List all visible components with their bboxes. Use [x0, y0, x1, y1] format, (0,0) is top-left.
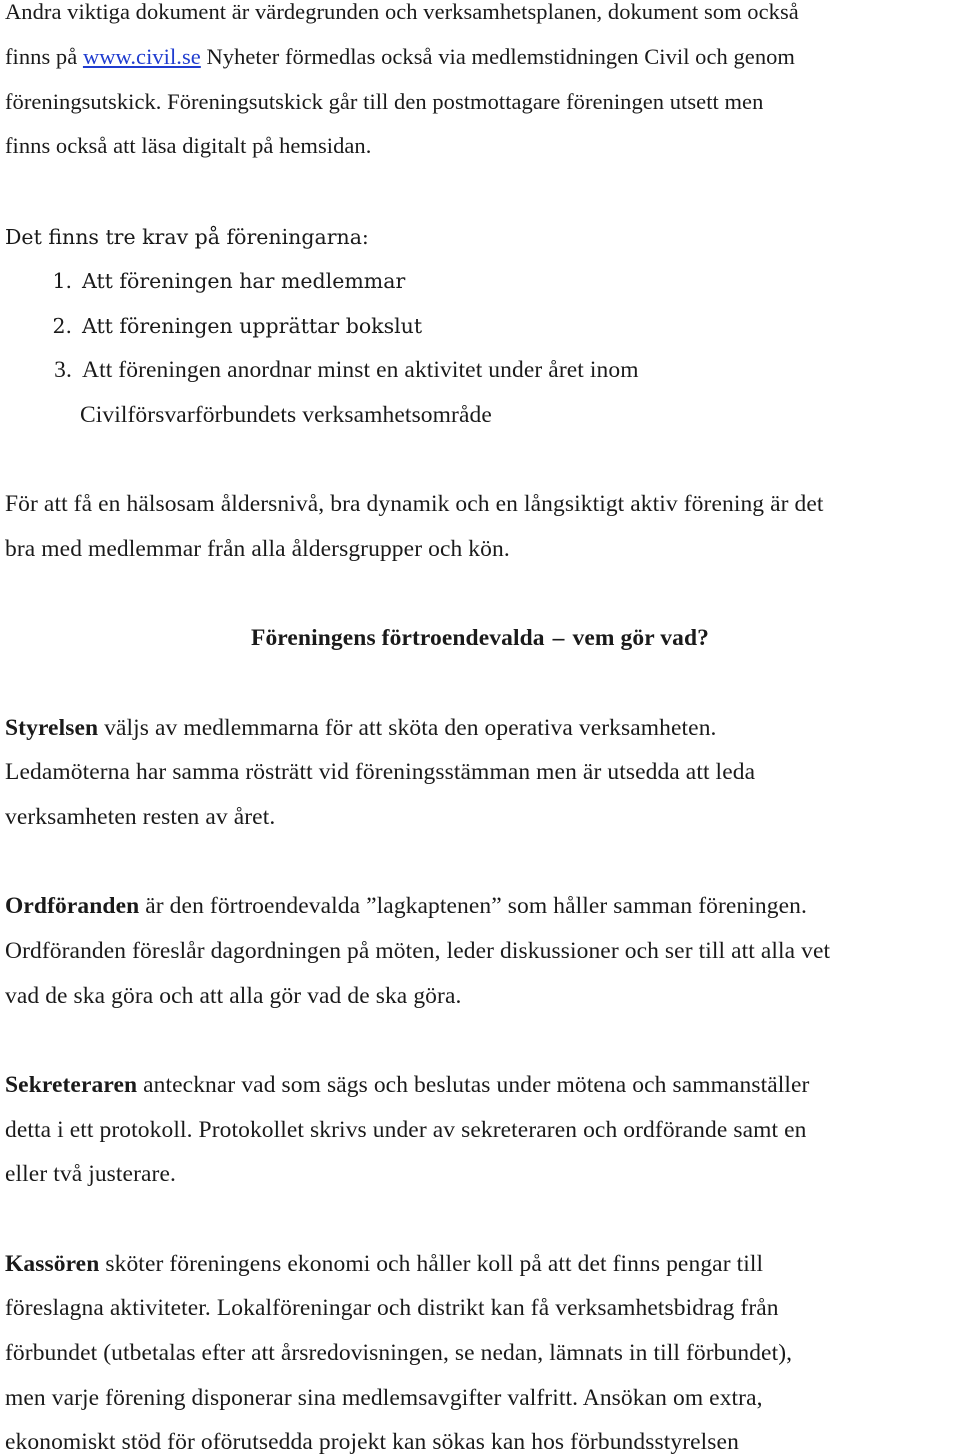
age-paragraph-line-2: bra med medlemmar från alla åldersgrupper och kön. [5, 536, 510, 562]
requirement-number: 3. [54, 357, 72, 383]
sekreteraren-line-1 [5, 1071, 810, 1099]
styrelsen-line-1 [5, 714, 717, 742]
section-heading-part-1: Föreningens förtroendevalda [250, 625, 545, 651]
kassoren-line-1-rest: sköter föreningens ekonomi och håller koll på att det finns pengar till [99, 1251, 764, 1277]
intro-line-2 [5, 43, 795, 71]
intro-line-2-pre: finns på [5, 44, 83, 69]
intro-line-3: föreningsutskick. Föreningsutskick går till den postmottagare föreningen utsett men [5, 89, 764, 114]
requirement-text: Att föreningen anordnar minst en aktivitet under året inom [82, 357, 639, 383]
intro-line-1: Andra viktiga dokument är värdegrunden och verksamhetsplanen, dokument som också [5, 0, 799, 24]
civil-website-link[interactable]: www.civil.se [82, 44, 201, 69]
requirement-number: 1. [52, 269, 72, 293]
ordforanden-term: Ordföranden [5, 893, 140, 919]
kassoren-line-5: ekonomiskt stöd för oförutsedda projekt kan sökas kan hos förbundsstyrelsen [5, 1429, 739, 1455]
section-heading [0, 624, 960, 652]
styrelsen-line-1-rest: väljs av medlemmarna för att sköta den operativa verksamheten. [98, 715, 717, 741]
kassoren-line-1 [5, 1250, 763, 1278]
requirement-item-1 [36, 267, 405, 295]
ordforanden-line-1-rest: är den förtroendevalda ”lagkaptenen” som håller samman föreningen. [139, 893, 807, 919]
kassoren-line-3: förbundet (utbetalas efter att årsredovisningen, se nedan, lämnats in till förbundet), [5, 1340, 793, 1366]
requirement-item-3 [36, 356, 639, 384]
requirement-text: Att föreningen upprättar bokslut [82, 314, 423, 338]
sekreteraren-line-1-rest: antecknar vad som sägs och beslutas under mötena och sammanställer [137, 1072, 810, 1098]
ordforanden-line-3: vad de ska göra och att alla gör vad de ska göra. [5, 983, 462, 1009]
intro-line-4: finns också att läsa digitalt på hemsidan. [5, 133, 372, 158]
requirement-item-2 [36, 312, 422, 340]
sekreteraren-term: Sekreteraren [5, 1072, 138, 1098]
kassoren-line-2: föreslagna aktiviteter. Lokalföreningar och distrikt kan få verksamhetsbidrag från [5, 1295, 779, 1321]
kassoren-term: Kassören [5, 1251, 100, 1277]
intro-line-2-post: Nyheter förmedlas också via medlemstidningen Civil och genom [200, 44, 795, 69]
section-heading-dash: – [552, 625, 565, 651]
styrelsen-line-2: Ledamöterna har samma rösträtt vid föreningsstämman men är utsedda att leda [5, 759, 756, 785]
styrelsen-line-3: verksamheten resten av året. [5, 804, 276, 830]
ordforanden-line-2: Ordföranden föreslår dagordningen på möten, leder diskussioner och ser till att alla vet [5, 938, 831, 964]
requirement-text: Att föreningen har medlemmar [82, 269, 406, 293]
sekreteraren-line-2: detta i ett protokoll. Protokollet skrivs under av sekreteraren och ordförande samt en [5, 1117, 807, 1143]
requirements-heading: Det finns tre krav på föreningarna: [5, 225, 369, 249]
requirement-item-3-continued: Civilförsvarförbundets verksamhetsområde [80, 402, 492, 428]
age-paragraph-line-1: För att få en hälsosam åldersnivå, bra dynamik och en långsiktigt aktiv förening är det [5, 491, 824, 517]
sekreteraren-line-3: eller två justerare. [5, 1161, 176, 1187]
styrelsen-term: Styrelsen [5, 715, 99, 741]
section-heading-part-2: vem gör vad? [572, 625, 710, 651]
kassoren-line-4: men varje förening disponerar sina medlemsavgifter valfritt. Ansökan om extra, [5, 1385, 763, 1411]
requirement-number: 2. [52, 314, 72, 338]
ordforanden-line-1 [5, 892, 807, 920]
